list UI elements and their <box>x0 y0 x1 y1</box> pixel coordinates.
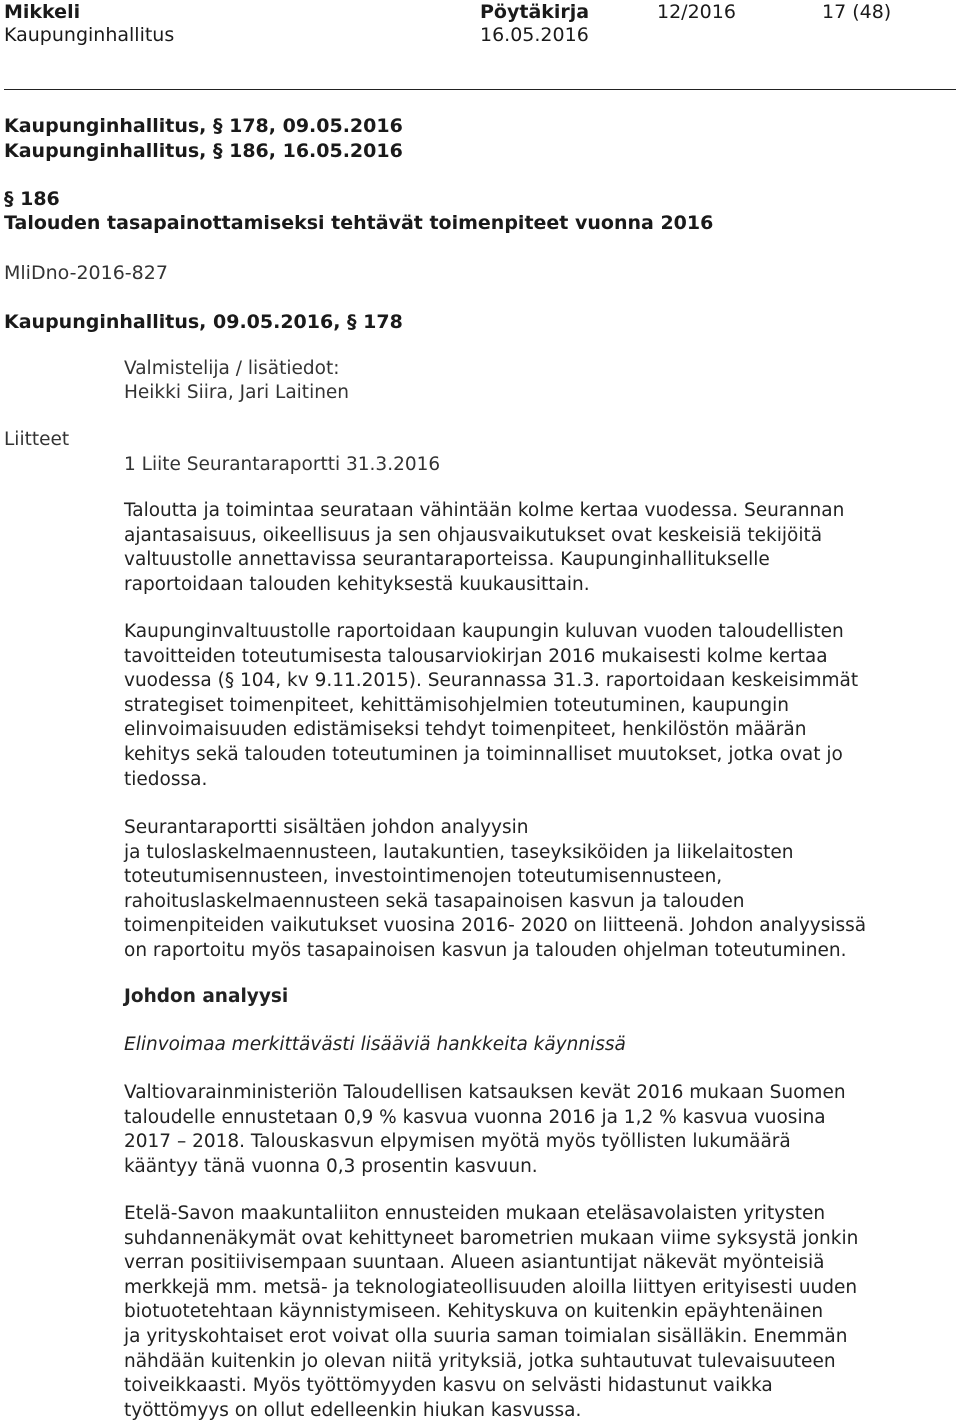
reference-2: Kaupunginhallitus, § 186, 16.05.2016 <box>4 140 403 162</box>
paragraph-3 <box>124 816 954 964</box>
header-divider <box>4 89 956 90</box>
paragraph-line: rahoituslaskelmaennusteen sekä tasapainoisen kasvun ja talouden <box>124 890 745 912</box>
doc-number: 12/2016 <box>657 1 736 23</box>
preparer-label: Valmistelija / lisätiedot: <box>124 358 340 379</box>
section-heading: Johdon analyysi <box>124 986 289 1007</box>
city-name: Mikkeli <box>4 1 81 23</box>
paragraph-line: kehitys sekä talouden toteutuminen ja toiminnalliset muutokset, jotka ovat jo <box>124 743 843 765</box>
paragraph-line: toiveikkaasti. Myös työttömyyden kasvu on selvästi hidastunut vaikka <box>124 1375 773 1397</box>
paragraph-5 <box>124 1202 954 1423</box>
paragraph-line: nähdään kuitenkin jo olevan niitä yrityksiä, jotka suhtautuvat tulevaisuuteen <box>124 1350 836 1372</box>
paragraph-line: taloudelle ennustetaan 0,9 % kasvua vuonna 2016 ja 1,2 % kasvua vuosina <box>124 1106 826 1128</box>
paragraph-1 <box>124 499 954 597</box>
board-name: Kaupunginhallitus <box>4 24 175 46</box>
section-title: Talouden tasapainottamiseksi tehtävät toimenpiteet vuonna 2016 <box>4 212 714 234</box>
previous-handling: Kaupunginhallitus, 09.05.2016, § 178 <box>4 311 403 333</box>
paragraph-line: valtuustolle annettavissa seurantaraporteissa. Kaupunginhallitukselle <box>124 549 770 571</box>
paragraph-line: strategiset toimenpiteet, kehittämisohjelmien toteutuminen, kaupungin <box>124 694 789 716</box>
attachments-label: Liitteet <box>4 429 70 450</box>
section-subheading: Elinvoimaa merkittävästi lisääviä hankkeita käynnissä <box>124 1034 626 1055</box>
paragraph-line: verran positiivisempaan suuntaan. Alueen asiantuntijat näkevät myönteisiä <box>124 1252 825 1274</box>
paragraph-2 <box>124 620 954 792</box>
paragraph-line: suhdannenäkymät ovat kehittyneet barometrien mukaan viime syksystä jonkin <box>124 1227 859 1249</box>
paragraph-line: Etelä-Savon maakuntaliiton ennusteiden mukaan eteläsavolaisten yritysten <box>124 1203 826 1224</box>
paragraph-line: toimenpiteiden vaikutukset vuosina 2016- 2020 on liitteenä. Johdon analyysissä <box>124 915 867 937</box>
attachment-item[interactable]: 1 Liite Seurantaraportti 31.3.2016 <box>124 454 441 475</box>
paragraph-line: Kaupunginvaltuustolle raportoidaan kaupungin kuluvan vuoden taloudellisten <box>124 621 844 642</box>
paragraph-line: ajantasaisuus, oikeellisuus ja sen ohjausvaikutukset ovat keskeisiä tekijöitä <box>124 524 823 546</box>
paragraph-line: on raportoitu myös tasapainoisen kasvun ja talouden ohjelman toteutuminen. <box>124 939 847 961</box>
dno: MliDno-2016-827 <box>4 262 168 284</box>
paragraph-line: biotuotetehtaan käynnistymiseen. Kehityskuva on kuitenkin epäyhtenäinen <box>124 1301 824 1323</box>
paragraph-line: ja tuloslaskelmaennusteen, lautakuntien, taseyksiköiden ja liikelaitosten <box>124 841 794 863</box>
reference-1: Kaupunginhallitus, § 178, 09.05.2016 <box>4 115 403 137</box>
paragraph-line: kääntyy tänä vuonna 0,3 prosentin kasvuun. <box>124 1155 538 1177</box>
paragraph-line: elinvoimaisuuden edistämiseksi tehdyt toimenpiteet, henkilöstön määrän <box>124 719 807 741</box>
paragraph-line: työttömyys on ollut edelleenkin hiukan kasvussa. <box>124 1399 582 1421</box>
meeting-date: 16.05.2016 <box>480 24 589 46</box>
paragraph-line: Valtiovarainministeriön Taloudellisen katsauksen kevät 2016 mukaan Suomen <box>124 1082 846 1103</box>
paragraph-line: ja yrityskohtaiset erot voivat olla suuria saman toimialan sisälläkin. Enemmän <box>124 1325 848 1347</box>
page-number: 17 (48) <box>822 1 892 23</box>
paragraph-line: vuodessa (§ 104, kv 9.11.2015). Seurannassa 31.3. raportoidaan keskeisimmät <box>124 670 859 692</box>
paragraph-line: toteutumisennusteen, investointimenojen toteutumisennusteen, <box>124 866 723 888</box>
paragraph-line: tavoitteiden toteutumisesta talousarviokirjan 2016 mukaisesti kolme kertaa <box>124 645 828 667</box>
paragraph-line: merkkejä mm. metsä- ja teknologiateollisuuden aloilla liittyen erityisesti uuden <box>124 1276 858 1298</box>
paragraph-line: Seurantaraportti sisältäen johdon analyysin <box>124 817 529 838</box>
paragraph-line: tiedossa. <box>124 768 208 790</box>
section-number: § 186 <box>4 188 60 210</box>
preparer-names: Heikki Siira, Jari Laitinen <box>124 382 350 403</box>
paragraph-line: raportoidaan talouden kehityksestä kuukausittain. <box>124 573 590 595</box>
paragraph-line: 2017 – 2018. Talouskasvun elpymisen myötä myös työllisten lukumäärä <box>124 1131 791 1153</box>
paragraph-line: Taloutta ja toimintaa seurataan vähintään kolme kertaa vuodessa. Seurannan <box>124 500 845 521</box>
doc-type: Pöytäkirja <box>480 1 590 23</box>
paragraph-4 <box>124 1081 954 1179</box>
